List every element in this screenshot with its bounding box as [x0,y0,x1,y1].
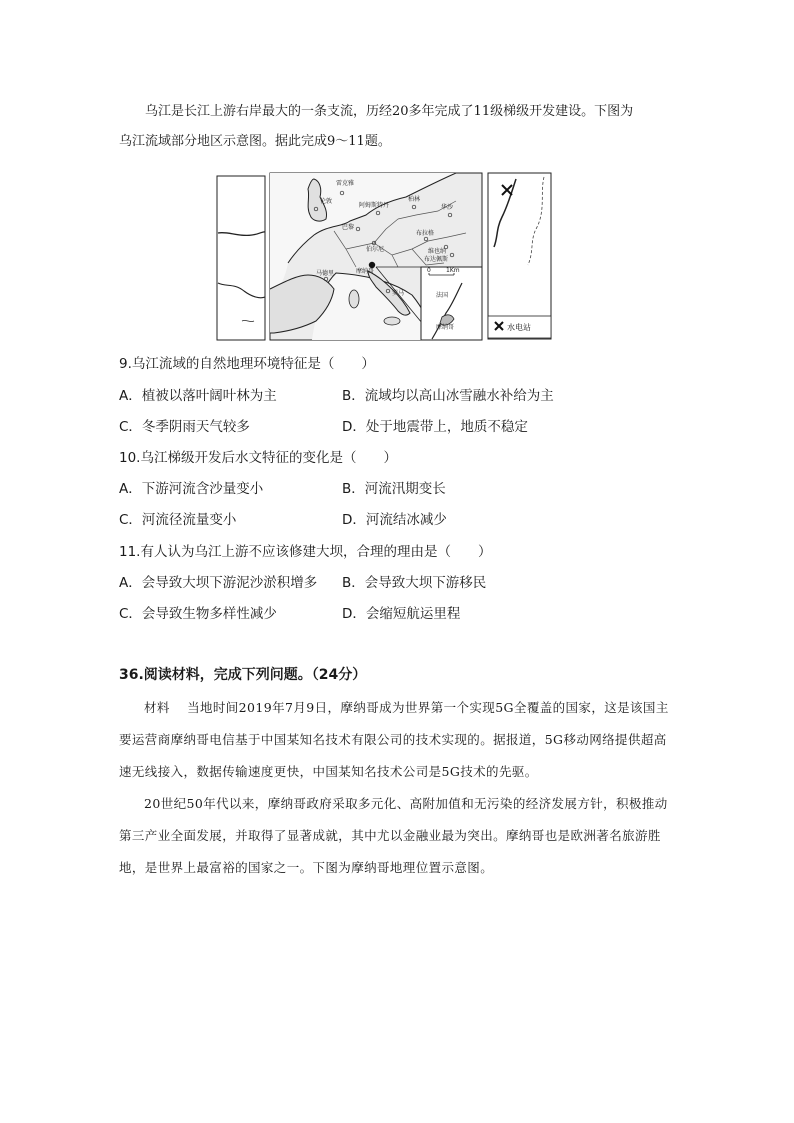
question-11-option-d[interactable]: D．会缩短航运里程 [342,606,461,622]
question-11-option-a[interactable]: A．会导致大坝下游泥沙淤积增多 [119,575,318,591]
question-36-paragraph-2: 20世纪50年代以来，摩纳哥政府采取多元化、高附加值和无污染的经济发展方针，积极推动第三产业全面发展，并取得了显著成就，其中尤以金融业最为突出。摩纳哥也是欧洲著名旅游胜地，是世界上最富裕的国家之一。下图为摩纳哥地理位置示意图。 [119,796,668,875]
map-label: 华沙 [441,204,454,211]
legend-label: 水电站 [507,323,531,332]
question-9-option-c[interactable]: C．冬季阴雨天气较多 [119,419,250,435]
question-11-option-c[interactable]: C．会导致生物多样性减少 [119,606,277,622]
scale-zero: 0 [427,267,431,274]
question-10-option-d[interactable]: D．河流结冰减少 [342,512,447,528]
map-label: 阿姆斯特丹 [359,202,390,209]
question-36-heading: 36.阅读材料，完成下列问题。（24分） [119,667,367,683]
map-label: 伯尔尼 [366,246,385,253]
left-map-panel [217,176,265,340]
map-svg [216,171,552,342]
map-label: 柏林 [408,196,421,203]
map-label: 摩纳哥 [356,268,375,275]
question-11-stem: 11.有人认为乌江上游不应该修建大坝，合理的理由是（ ） [119,544,492,560]
map-label: 巴黎 [342,224,355,231]
question-9-stem: 9.乌江流域的自然地理环境特征是（ ） [119,356,375,372]
map-figure [216,171,552,342]
map-label: 马德里 [316,270,335,277]
map-label: 法国 [436,292,449,299]
map-label: 伦敦 [320,198,333,205]
map-label: 布拉格 [416,230,435,237]
question-10-option-b[interactable]: B．河流汛期变长 [342,481,446,497]
question-36-paragraph-1: 材料 当地时间2019年7月9日，摩纳哥成为世界第一个实现5G全覆盖的国家，这是该国主要运营商摩纳哥电信基于中国某知名技术有限公司的技术实现的。据报道，5G移动网络提供超高速无线接入，数据传输速度更快，中国某知名技术公司是5G技术的先驱。 [119,700,669,779]
map-label: 维也纳 [428,248,447,255]
question-10-option-a[interactable]: A．下游河流含沙量变小 [119,481,264,497]
question-10-stem: 10.乌江梯级开发后水文特征的变化是（ ） [119,450,397,466]
intro-line-2: 乌江流域部分地区示意图。据此完成9～11题。 [119,134,391,149]
question-11-option-b[interactable]: B．会导致大坝下游移民 [342,575,487,591]
map-label: 雷克雅 [336,180,355,187]
map-label: 摩纳哥 [436,324,455,331]
question-9-option-d[interactable]: D．处于地震带上，地质不稳定 [342,419,528,435]
right-map-panel [488,173,551,339]
map-label: 布达佩斯 [424,256,449,263]
scale-unit: 1Km [446,267,460,274]
question-9-option-b[interactable]: B．流域均以高山冰雪融水补给为主 [342,388,554,404]
map-label: 罗马 [392,290,405,297]
intro-line-1: 乌江是长江上游右岸最大的一条支流，历经20多年完成了11级梯级开发建设。下图为 [145,104,634,119]
question-10-option-c[interactable]: C．河流径流量变小 [119,512,237,528]
map-inset [421,267,482,340]
question-9-option-a[interactable]: A．植被以落叶阔叶林为主 [119,388,277,404]
